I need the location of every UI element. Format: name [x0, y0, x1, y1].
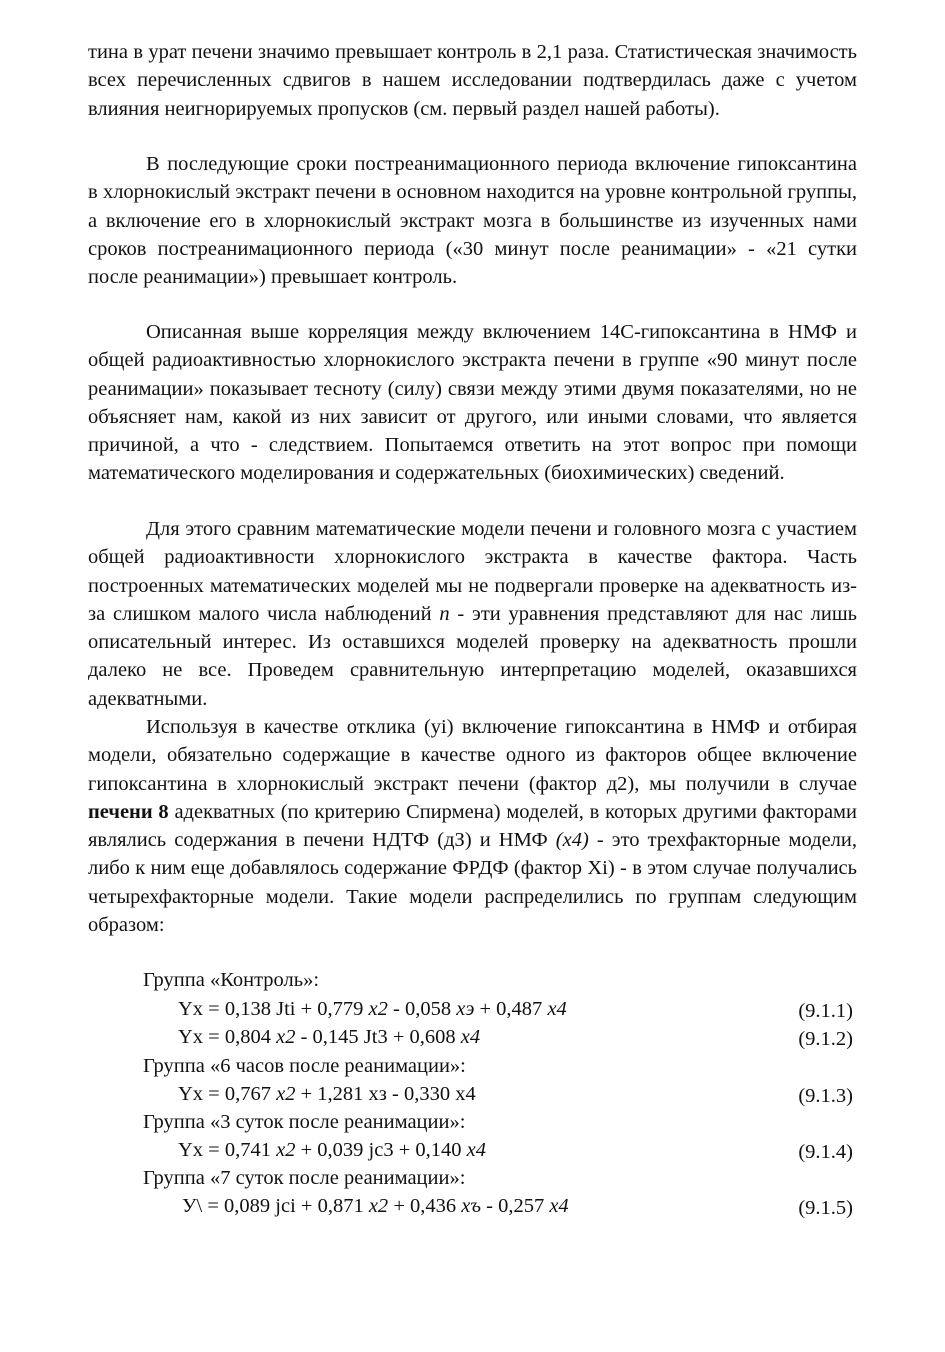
- paragraph-5-text-c: - это трехфакторные модели, либо к ним еще добавлялось содержание ФРДФ (фактор Xi) - в этом случае получались четырехфакторные модели. Такие модели распределились по группам следующим образом:: [88, 829, 857, 937]
- group-heading-7-days: Группа «7 суток после реанимации»:: [143, 1167, 466, 1189]
- paragraph-5-x4: (x4): [555, 829, 589, 852]
- equation-number-9-1-2: (9.1.2): [798, 1028, 853, 1050]
- paragraph-5: [88, 713, 857, 939]
- paragraph-5-text-b: адекватных (по критерию Спирмена) моделей, в которых другими факторами являлись содержания в печени НДТФ (дЗ) и НМФ: [88, 800, 857, 852]
- paragraph-1: [88, 38, 857, 123]
- paragraph-3: [88, 318, 857, 488]
- group-heading-control: Группа «Контроль»:: [143, 969, 320, 991]
- equation-9-1-2: Yx = 0,804 x2 - 0,145 Jt3 + 0,608 x4: [178, 1026, 481, 1048]
- equation-number-9-1-5: (9.1.5): [798, 1197, 853, 1219]
- equation-number-9-1-4: (9.1.4): [798, 1141, 853, 1163]
- paragraph-5-bold: печени 8: [88, 800, 169, 823]
- equation-9-1-3: Yx = 0,767 x2 + 1,281 xз - 0,330 x4: [178, 1083, 476, 1105]
- equation-9-1-4: Yx = 0,741 x2 + 0,039 jc3 + 0,140 x4: [178, 1139, 487, 1161]
- paragraph-2: [88, 150, 857, 291]
- paragraph-4-text-a: Для этого сравним математические модели печени и головного мозга с участием общей радиоактивности хлорнокислого экстракта в качестве фактора. Часть построенных математических моделей мы не подвергали проверке на адекватность из-за слишком малого числа наблюдений: [88, 518, 857, 625]
- equation-number-9-1-3: (9.1.3): [798, 1085, 853, 1107]
- paragraph-4: [88, 515, 857, 713]
- paragraph-1-text: тина в урат печени значимо превышает контроль в 2,1 раза. Статистическая значимость всех перечисленных сдвигов в нашем исследовании подтвердилась даже с учетом влияния неигнорируемых пропусков (см. первый раздел нашей работы).: [88, 41, 857, 120]
- paragraph-4-text-b: - эти уравнения представляют для нас лишь описательный интерес. Из оставшихся моделей проверку на адекватность прошли далеко не все. Проведем сравнительную интерпретацию моделей, оказавшихся адекватными.: [88, 602, 857, 710]
- equation-number-9-1-1: (9.1.1): [798, 1000, 853, 1022]
- paragraph-4-n-symbol: n: [439, 602, 450, 625]
- paragraph-2-text: В последующие сроки постреанимационного периода включение гипоксантина в хлорнокислый экстракт печени в основном находится на уровне контрольной группы, а включение его в хлорнокислый экстракт мозга в большинстве из изученных нами сроков постреанимационного периода («30 минут после реанимации» - «21 сутки после реанимации») превышает контроль.: [88, 153, 857, 289]
- group-heading-3-days: Группа «3 суток после реанимации»:: [143, 1111, 466, 1133]
- group-heading-6-hours: Группа «6 часов после реанимации»:: [143, 1055, 466, 1077]
- equation-9-1-1: Yx = 0,138 Jti + 0,779 x2 - 0,058 xэ + 0,487 x4: [178, 998, 567, 1020]
- equation-9-1-5: У\ = 0,089 jci + 0,871 x2 + 0,436 xъ - 0,257 x4: [182, 1195, 569, 1217]
- paragraph-3-text: Описанная выше корреляция между включением 14С-гипоксантина в НМФ и общей радиоактивностью хлорнокислого экстракта печени в группе «90 минут после реанимации» показывает тесноту (силу) связи между этими двумя показателями, но не объясняет нам, какой из них зависит от другого, или иными словами, что является причиной, а что - следствием. Попытаемся ответить на этот вопрос при помощи математического моделирования и содержательных (биохимических) сведений.: [88, 321, 857, 485]
- paragraph-5-text-a: Используя в качестве отклика (yi) включение гипоксантина в НМФ и отбирая модели, обязательно содержащие в качестве одного из факторов общее включение гипоксантина в хлорнокислый экстракт печени (фактор д2), мы получили в случае: [88, 716, 857, 795]
